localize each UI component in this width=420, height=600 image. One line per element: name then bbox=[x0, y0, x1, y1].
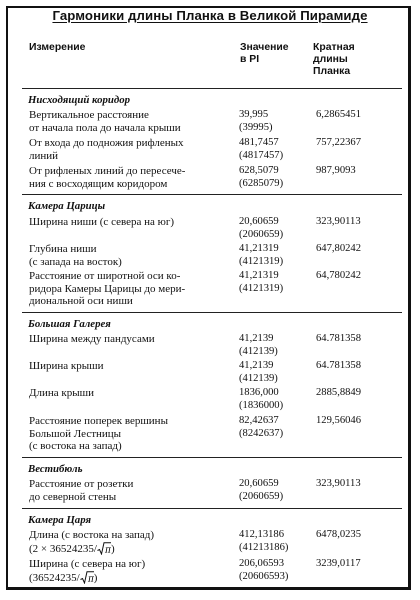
svg-text:π: π bbox=[87, 574, 94, 584]
measurement-cell: Ширина (с севера на юг) (36524235/ π ) bbox=[29, 558, 146, 584]
multiple-cell: 757,22367 bbox=[316, 137, 362, 148]
section-divider bbox=[22, 194, 402, 195]
value-cell: 41,21319 (4121319) bbox=[239, 243, 284, 267]
multiple-cell: 6,2865451 bbox=[316, 109, 362, 120]
header-planck-multiple: Кратная длины Планка bbox=[313, 42, 355, 77]
measurement-cell: Вертикальное расстояние от начала пола до начала крыши bbox=[29, 109, 181, 134]
value-cell: 41,2139 (412139) bbox=[239, 333, 278, 357]
multiple-cell: 323,90113 bbox=[316, 478, 361, 489]
measurement-cell: Расстояние от розетки до северной стены bbox=[29, 478, 134, 503]
section-heading-antechamber: Вестибюль bbox=[28, 463, 83, 475]
header-measurement: Измерение bbox=[29, 42, 86, 53]
value-cell: 20,60659 (2060659) bbox=[239, 216, 284, 240]
measurement-cell: Глубина ниши (с запада на восток) bbox=[29, 243, 122, 268]
value-cell: 628,5079 (6285079) bbox=[239, 165, 284, 189]
section-heading-kings-chamber: Камера Царя bbox=[28, 514, 92, 526]
measurement-cell: Расстояние поперек вершины Большой Лестницы (с востока на запад) bbox=[29, 415, 168, 453]
page-title: Гармоники длины Планка в Великой Пирамиде bbox=[52, 8, 368, 23]
header-value: Значение в PI bbox=[240, 42, 289, 65]
multiple-cell: 64.781358 bbox=[316, 333, 362, 344]
value-cell: 206,06593 (20606593) bbox=[239, 558, 289, 582]
square-root-pi-icon bbox=[97, 542, 111, 555]
multiple-cell: 6478,0235 bbox=[316, 529, 362, 540]
value-cell: 1836,000 (1836000) bbox=[239, 387, 284, 411]
value-cell: 412,13186 (41213186) bbox=[239, 529, 289, 553]
section-divider bbox=[22, 508, 402, 509]
multiple-cell: 3239,0117 bbox=[316, 558, 361, 569]
value-cell: 41,2139 (412139) bbox=[239, 360, 278, 384]
multiple-cell: 2885,8849 bbox=[316, 387, 362, 398]
measurement-cell: Ширина между пандусами bbox=[29, 333, 155, 345]
section-divider bbox=[22, 457, 402, 458]
svg-text:π: π bbox=[104, 545, 111, 555]
header-divider bbox=[22, 88, 402, 89]
section-divider bbox=[22, 312, 402, 313]
value-cell: 41,21319 (4121319) bbox=[239, 270, 284, 294]
measurement-cell: Ширина крыши bbox=[29, 360, 104, 372]
value-cell: 20,60659 (2060659) bbox=[239, 478, 284, 502]
measurement-cell: От рифленых линий до пересече- ния с восходящим коридором bbox=[29, 165, 186, 190]
square-root-pi-icon bbox=[80, 571, 94, 584]
multiple-cell: 129,56046 bbox=[316, 415, 362, 426]
measurement-cell: Длина (с востока на запад) (2 × 36524235/ π ) bbox=[29, 529, 155, 555]
measurement-cell: От входа до подножия рифленых линий bbox=[29, 137, 184, 162]
measurement-cell: Расстояние от широтной оси ко- ридора Камеры Царицы до мери- диональной оси ниши bbox=[29, 270, 186, 308]
value-cell: 82,42637 (8242637) bbox=[239, 415, 284, 439]
multiple-cell: 64.781358 bbox=[316, 360, 362, 371]
section-heading-grand-gallery: Большая Галерея bbox=[28, 318, 111, 330]
measurement-cell: Длина крыши bbox=[29, 387, 94, 399]
multiple-cell: 987,9093 bbox=[316, 165, 356, 176]
multiple-cell: 647,80242 bbox=[316, 243, 362, 254]
value-cell: 39,995 (39995) bbox=[239, 109, 273, 133]
value-cell: 481,7457 (4817457) bbox=[239, 137, 284, 161]
section-heading-queens-chamber: Камера Царицы bbox=[28, 200, 106, 212]
section-heading-descending-corridor: Нисходящий коридор bbox=[28, 94, 131, 106]
multiple-cell: 64,780242 bbox=[316, 270, 362, 281]
measurement-cell: Ширина ниши (с севера на юг) bbox=[29, 216, 175, 228]
multiple-cell: 323,90113 bbox=[316, 216, 361, 227]
